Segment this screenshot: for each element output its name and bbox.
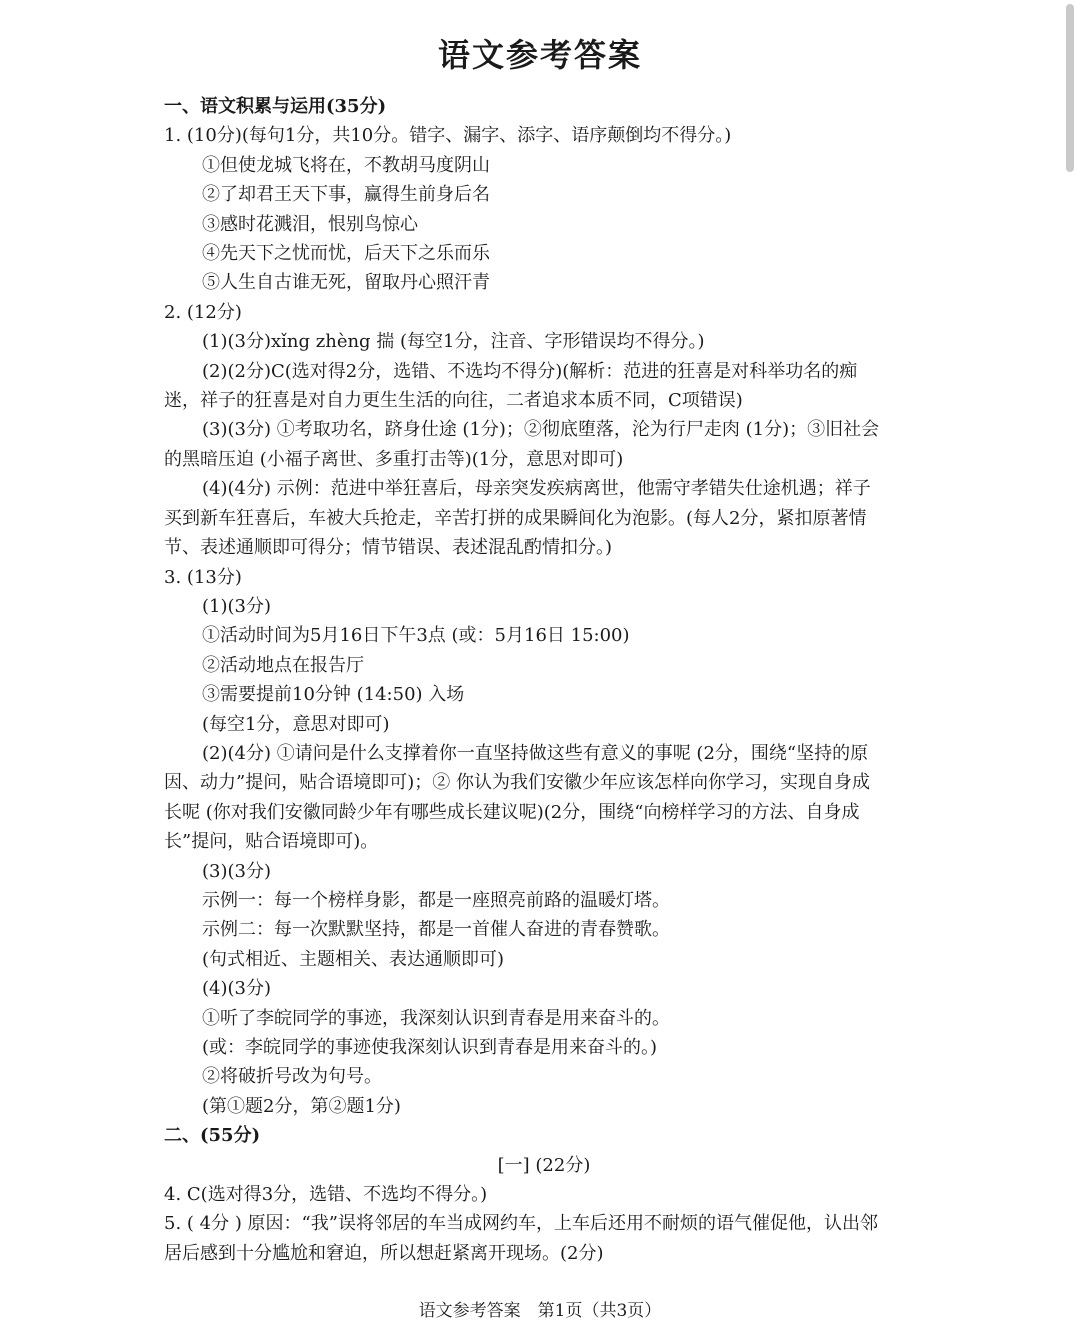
- text-line: 5. ( 4分 ) 原因：“我”误将邻居的车当成网约车，上车后还用不耐烦的语气催促他，认出邻: [164, 1213, 878, 1235]
- text-line: (3)(3分) ①考取功名，跻身仕途 (1分)；②彻底堕落，沦为行尸走肉 (1分)；③旧社会: [202, 419, 880, 441]
- text-line: 居后感到十分尴尬和窘迫，所以想赶紧离开现场。(2分): [164, 1242, 604, 1264]
- text-line: 因、动力”提问，贴合语境即可)；② 你认为我们安徽少年应该怎样向你学习，实现自身成: [164, 772, 870, 794]
- text-line: (4)(3分): [202, 978, 271, 1000]
- text-line: 2. (12分): [164, 301, 242, 323]
- text-line: ③感时花溅泪，恨别鸟惊心: [202, 213, 418, 235]
- text-line: ②活动地点在报告厅: [202, 654, 364, 676]
- text-line: 示例一：每一个榜样身影，都是一座照亮前路的温暖灯塔。: [202, 889, 670, 911]
- text-line: (4)(4分) 示例：范进中举狂喜后，母亲突发疾病离世，他需守孝错失仕途机遇；祥子: [202, 478, 871, 500]
- page-title: 语文参考答案: [437, 36, 642, 74]
- text-line: ④先天下之忧而忧，后天下之乐而乐: [202, 243, 490, 265]
- text-line: 1. (10分)(每句1分，共10分。错字、漏字、添字、语序颠倒均不得分。): [164, 125, 732, 147]
- text-line: (3)(3分): [202, 860, 271, 882]
- text-line: 3. (13分): [164, 566, 242, 588]
- text-line: ①听了李皖同学的事迹，我深刻认识到青春是用来奋斗的。: [202, 1007, 670, 1029]
- page-footer: 语文参考答案 第1页（共3页）: [418, 1301, 662, 1321]
- text-line: 的黑暗压迫 (小福子离世、多重打击等)(1分，意思对即可): [164, 448, 624, 470]
- text-line: 迷，祥子的狂喜是对自力更生生活的向往，二者追求本质不同，C项错误): [164, 390, 743, 412]
- text-line: 节、表述通顺即可得分；情节错误、表述混乱酌情扣分。): [164, 537, 613, 559]
- text-line: (句式相近、主题相关、表达通顺即可): [202, 948, 505, 970]
- text-line: 买到新车狂喜后，车被大兵抢走，辛苦打拼的成果瞬间化为泡影。(每人2分，紧扣原著情: [164, 507, 867, 529]
- text-line: 4. C(选对得3分，选错、不选均不得分。): [164, 1184, 488, 1206]
- text-line: (每空1分，意思对即可): [202, 713, 390, 735]
- text-line: [一] (22分): [497, 1154, 591, 1176]
- text-line: ②将破折号改为句号。: [202, 1066, 382, 1088]
- text-line: ③需要提前10分钟 (14:50) 入场: [202, 684, 465, 706]
- text-line: (1)(3分)xǐng zhèng 揣 (每空1分，注音、字形错误均不得分。): [202, 331, 705, 353]
- text-line: 二、(55分): [164, 1125, 261, 1147]
- text-line: ①但使龙城飞将在，不教胡马度阴山: [202, 154, 490, 176]
- text-line: 长呢 (你对我们安徽同龄少年有哪些成长建议呢)(2分，围绕“向榜样学习的方法、自身成: [164, 801, 860, 823]
- text-line: (2)(4分) ①请问是什么支撑着你一直坚持做这些有意义的事呢 (2分，围绕“坚持的原: [202, 742, 869, 764]
- text-line: (或：李皖同学的事迹使我深刻认识到青春是用来奋斗的。): [202, 1037, 658, 1058]
- answer-content: [164, 92, 924, 1268]
- text-line: 长”提问，贴合语境即可)。: [164, 831, 379, 853]
- text-line: ②了却君王天下事，赢得生前身后名: [202, 184, 490, 206]
- text-line: ⑤人生自古谁无死，留取丹心照汗青: [202, 272, 490, 294]
- text-line: 示例二：每一次默默坚持，都是一首催人奋进的青春赞歌。: [202, 919, 670, 941]
- text-line: 一、语文积累与运用(35分): [164, 96, 387, 117]
- text-line: (1)(3分): [202, 595, 271, 617]
- text-line: (第①题2分，第②题1分): [202, 1095, 401, 1117]
- text-line: (2)(2分)C(选对得2分，选错、不选均不得分)(解析：范进的狂喜是对科举功名的痴: [202, 360, 858, 382]
- text-line: ①活动时间为5月16日下午3点 (或：5月16日 15:00): [202, 625, 630, 647]
